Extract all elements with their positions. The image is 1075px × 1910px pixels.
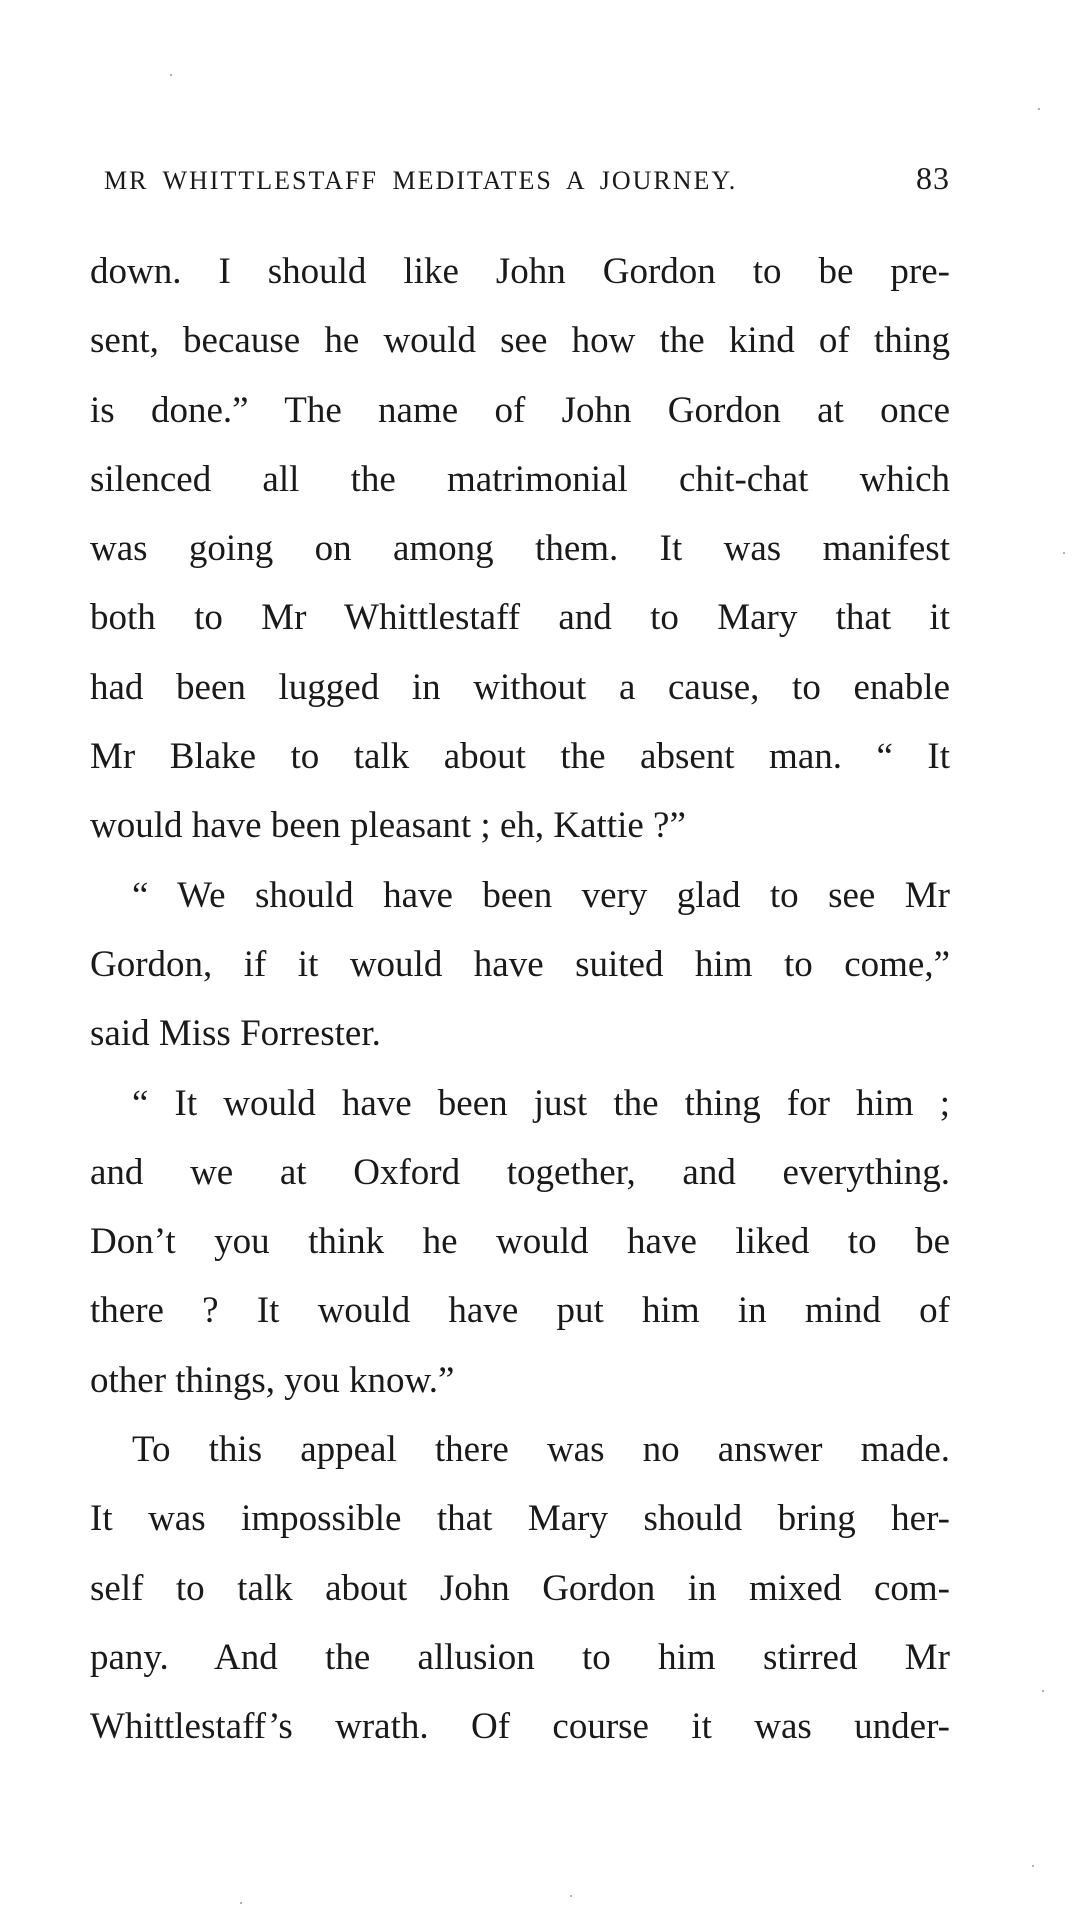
- text-line: there ? It would have put him in mind of: [90, 1290, 950, 1332]
- page-number: 83: [916, 160, 950, 196]
- text-line: pany. And the allusion to him stirred Mr: [90, 1636, 950, 1678]
- text-line: is done.” The name of John Gordon at once: [90, 389, 950, 431]
- text-line: Whittlestaff’s wrath. Of course it was under-: [90, 1706, 950, 1748]
- text-line: and we at Oxford together, and everything.: [90, 1151, 950, 1193]
- text-line: “ We should have been very glad to see Mr: [132, 874, 950, 916]
- paper-speck: [1032, 1865, 1034, 1867]
- text-line: Gordon, if it would have suited him to come,”: [90, 943, 950, 985]
- paper-speck: [1042, 1690, 1044, 1692]
- text-line: was going on among them. It was manifest: [90, 528, 950, 570]
- body-text: [90, 237, 950, 1762]
- paper-speck: [1063, 552, 1065, 554]
- text-line: To this appeal there was no answer made.: [132, 1429, 950, 1471]
- paper-speck: [240, 1902, 242, 1904]
- text-line: “ It would have been just the thing for him ;: [132, 1082, 950, 1124]
- paper-speck: [1038, 108, 1040, 110]
- text-line: said Miss Forrester.: [90, 1013, 381, 1055]
- text-line: It was impossible that Mary should bring her-: [90, 1498, 950, 1540]
- running-title: MR WHITTLESTAFF MEDITATES A JOURNEY.: [104, 166, 738, 195]
- text-line: self to talk about John Gordon in mixed com-: [90, 1567, 950, 1609]
- paper-speck: [570, 1895, 572, 1897]
- paper-speck: [170, 74, 172, 76]
- text-line: sent, because he would see how the kind of thing: [90, 320, 950, 362]
- text-line: Don’t you think he would have liked to be: [90, 1221, 950, 1263]
- text-line: would have been pleasant ; eh, Kattie ?”: [90, 805, 686, 847]
- text-line: other things, you know.”: [90, 1359, 455, 1401]
- text-line: both to Mr Whittlestaff and to Mary that it: [90, 597, 950, 639]
- text-line: silenced all the matrimonial chit-chat which: [90, 458, 950, 500]
- text-line: had been lugged in without a cause, to enable: [90, 666, 950, 708]
- text-line: down. I should like John Gordon to be pre-: [90, 251, 950, 292]
- text-line: Mr Blake to talk about the absent man. “ It: [90, 736, 950, 778]
- running-head: [104, 160, 950, 200]
